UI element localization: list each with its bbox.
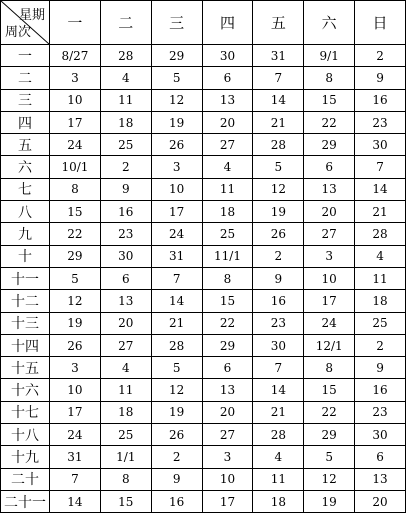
date-cell: 28 (253, 424, 304, 446)
date-cell: 4 (202, 156, 253, 178)
date-cell: 11 (253, 468, 304, 490)
table-row (1, 424, 406, 446)
date-cell: 15 (50, 201, 101, 223)
week-number-cell: 十三 (1, 312, 50, 334)
date-cell: 14 (50, 490, 101, 512)
date-cell: 9 (253, 267, 304, 289)
date-cell: 4 (100, 357, 151, 379)
week-number-cell: 十七 (1, 401, 50, 423)
date-cell: 12 (50, 290, 101, 312)
date-cell: 2 (355, 334, 406, 356)
table-row (1, 223, 406, 245)
date-cell: 29 (202, 334, 253, 356)
date-cell: 13 (202, 89, 253, 111)
date-cell: 6 (202, 357, 253, 379)
date-cell: 16 (151, 490, 202, 512)
date-cell: 19 (50, 312, 101, 334)
date-cell: 3 (304, 245, 355, 267)
date-cell: 10 (202, 468, 253, 490)
date-cell: 12 (151, 89, 202, 111)
week-number-cell: 六 (1, 156, 50, 178)
date-cell: 21 (253, 111, 304, 133)
date-cell: 7 (355, 156, 406, 178)
date-cell: 30 (355, 424, 406, 446)
date-cell: 20 (202, 401, 253, 423)
header-row (1, 1, 406, 45)
date-cell: 17 (202, 490, 253, 512)
date-cell: 26 (253, 223, 304, 245)
date-cell: 5 (151, 357, 202, 379)
date-cell: 18 (100, 401, 151, 423)
date-cell: 9 (151, 468, 202, 490)
date-cell: 16 (355, 89, 406, 111)
date-cell: 30 (100, 245, 151, 267)
corner-label-weekday: 星期 (18, 8, 45, 23)
weekday-header-tue: 二 (100, 1, 151, 45)
date-cell: 8 (304, 357, 355, 379)
date-cell: 14 (253, 379, 304, 401)
date-cell: 6 (304, 156, 355, 178)
date-cell: 8 (100, 468, 151, 490)
date-cell: 15 (304, 379, 355, 401)
week-number-cell: 八 (1, 201, 50, 223)
date-cell: 21 (253, 401, 304, 423)
date-cell: 29 (151, 45, 202, 67)
date-cell: 17 (50, 111, 101, 133)
date-cell: 3 (50, 357, 101, 379)
corner-header-cell (1, 1, 50, 45)
date-cell: 22 (50, 223, 101, 245)
date-cell: 3 (151, 156, 202, 178)
date-cell: 2 (100, 156, 151, 178)
week-number-cell: 二 (1, 67, 50, 89)
date-cell: 19 (151, 111, 202, 133)
date-cell: 23 (355, 401, 406, 423)
date-cell: 25 (202, 223, 253, 245)
table-row (1, 334, 406, 356)
date-cell: 18 (100, 111, 151, 133)
date-cell: 19 (304, 490, 355, 512)
week-number-cell: 五 (1, 134, 50, 156)
date-cell: 7 (253, 357, 304, 379)
table-row (1, 45, 406, 67)
date-cell: 5 (304, 446, 355, 468)
week-number-cell: 十八 (1, 424, 50, 446)
date-cell: 22 (304, 111, 355, 133)
date-cell: 15 (202, 290, 253, 312)
date-cell: 10 (304, 267, 355, 289)
date-cell: 20 (355, 490, 406, 512)
date-cell: 20 (304, 201, 355, 223)
table-row (1, 312, 406, 334)
corner-label-week: 周次 (5, 25, 32, 40)
date-cell: 4 (100, 67, 151, 89)
date-cell: 13 (304, 178, 355, 200)
date-cell: 16 (100, 201, 151, 223)
date-cell: 19 (253, 201, 304, 223)
date-cell: 23 (100, 223, 151, 245)
date-cell: 12/1 (304, 334, 355, 356)
date-cell: 7 (50, 468, 101, 490)
date-cell: 30 (355, 134, 406, 156)
date-cell: 27 (202, 134, 253, 156)
date-cell: 2 (355, 45, 406, 67)
date-cell: 27 (304, 223, 355, 245)
date-cell: 26 (151, 424, 202, 446)
table-row (1, 201, 406, 223)
date-cell: 13 (355, 468, 406, 490)
weekday-header-wed: 三 (151, 1, 202, 45)
date-cell: 29 (304, 134, 355, 156)
table-row (1, 446, 406, 468)
weekday-header-thu: 四 (202, 1, 253, 45)
week-number-cell: 一 (1, 45, 50, 67)
date-cell: 30 (202, 45, 253, 67)
date-cell: 20 (202, 111, 253, 133)
date-cell: 9 (355, 67, 406, 89)
date-cell: 25 (355, 312, 406, 334)
table-row (1, 468, 406, 490)
weekday-header-sat: 六 (304, 1, 355, 45)
date-cell: 22 (304, 401, 355, 423)
date-cell: 7 (151, 267, 202, 289)
week-number-cell: 二十一 (1, 490, 50, 512)
date-cell: 11 (100, 379, 151, 401)
date-cell: 2 (253, 245, 304, 267)
week-number-cell: 十二 (1, 290, 50, 312)
date-cell: 21 (151, 312, 202, 334)
weekday-header-sun: 日 (355, 1, 406, 45)
date-cell: 31 (253, 45, 304, 67)
date-cell: 9 (100, 178, 151, 200)
date-cell: 13 (100, 290, 151, 312)
table-row (1, 134, 406, 156)
date-cell: 28 (253, 134, 304, 156)
date-cell: 26 (50, 334, 101, 356)
date-cell: 17 (151, 201, 202, 223)
date-cell: 16 (355, 379, 406, 401)
table-row (1, 490, 406, 512)
table-row (1, 89, 406, 111)
date-cell: 24 (50, 134, 101, 156)
date-cell: 9/1 (304, 45, 355, 67)
date-cell: 28 (100, 45, 151, 67)
date-cell: 18 (253, 490, 304, 512)
table-row (1, 178, 406, 200)
date-cell: 30 (253, 334, 304, 356)
date-cell: 11 (355, 267, 406, 289)
date-cell: 14 (151, 290, 202, 312)
date-cell: 11 (202, 178, 253, 200)
date-cell: 11 (100, 89, 151, 111)
date-cell: 3 (202, 446, 253, 468)
date-cell: 24 (151, 223, 202, 245)
date-cell: 25 (100, 424, 151, 446)
date-cell: 14 (355, 178, 406, 200)
date-cell: 26 (151, 134, 202, 156)
date-cell: 14 (253, 89, 304, 111)
week-number-cell: 四 (1, 111, 50, 133)
date-cell: 4 (253, 446, 304, 468)
date-cell: 9 (355, 357, 406, 379)
date-cell: 27 (100, 334, 151, 356)
week-number-cell: 九 (1, 223, 50, 245)
table-row (1, 401, 406, 423)
date-cell: 31 (50, 446, 101, 468)
date-cell: 6 (100, 267, 151, 289)
table-row (1, 267, 406, 289)
date-cell: 8 (50, 178, 101, 200)
week-number-cell: 十五 (1, 357, 50, 379)
date-cell: 23 (253, 312, 304, 334)
date-cell: 15 (100, 490, 151, 512)
table-row (1, 357, 406, 379)
date-cell: 27 (202, 424, 253, 446)
calendar-body (1, 45, 406, 513)
date-cell: 12 (304, 468, 355, 490)
week-number-cell: 七 (1, 178, 50, 200)
date-cell: 5 (253, 156, 304, 178)
table-row (1, 156, 406, 178)
date-cell: 13 (202, 379, 253, 401)
date-cell: 11/1 (202, 245, 253, 267)
date-cell: 12 (253, 178, 304, 200)
date-cell: 4 (355, 245, 406, 267)
date-cell: 8 (202, 267, 253, 289)
date-cell: 5 (151, 67, 202, 89)
date-cell: 23 (355, 111, 406, 133)
date-cell: 1/1 (100, 446, 151, 468)
date-cell: 8 (304, 67, 355, 89)
date-cell: 7 (253, 67, 304, 89)
date-cell: 24 (50, 424, 101, 446)
table-row (1, 111, 406, 133)
table-row (1, 379, 406, 401)
weekday-header-fri: 五 (253, 1, 304, 45)
date-cell: 18 (355, 290, 406, 312)
date-cell: 10/1 (50, 156, 101, 178)
week-number-cell: 二十 (1, 468, 50, 490)
date-cell: 12 (151, 379, 202, 401)
date-cell: 20 (100, 312, 151, 334)
date-cell: 8/27 (50, 45, 101, 67)
date-cell: 28 (151, 334, 202, 356)
weekday-header-mon: 一 (50, 1, 101, 45)
week-number-cell: 十九 (1, 446, 50, 468)
week-number-cell: 十六 (1, 379, 50, 401)
date-cell: 16 (253, 290, 304, 312)
date-cell: 31 (151, 245, 202, 267)
date-cell: 29 (304, 424, 355, 446)
week-number-cell: 三 (1, 89, 50, 111)
date-cell: 21 (355, 201, 406, 223)
date-cell: 17 (50, 401, 101, 423)
date-cell: 2 (151, 446, 202, 468)
week-number-cell: 十 (1, 245, 50, 267)
date-cell: 10 (151, 178, 202, 200)
date-cell: 24 (304, 312, 355, 334)
date-cell: 6 (355, 446, 406, 468)
date-cell: 3 (50, 67, 101, 89)
date-cell: 15 (304, 89, 355, 111)
date-cell: 28 (355, 223, 406, 245)
table-row (1, 67, 406, 89)
date-cell: 18 (202, 201, 253, 223)
date-cell: 29 (50, 245, 101, 267)
week-number-cell: 十一 (1, 267, 50, 289)
date-cell: 10 (50, 379, 101, 401)
date-cell: 22 (202, 312, 253, 334)
date-cell: 19 (151, 401, 202, 423)
date-cell: 10 (50, 89, 101, 111)
date-cell: 5 (50, 267, 101, 289)
table-row (1, 290, 406, 312)
table-row (1, 245, 406, 267)
date-cell: 17 (304, 290, 355, 312)
week-number-cell: 十四 (1, 334, 50, 356)
date-cell: 25 (100, 134, 151, 156)
date-cell: 6 (202, 67, 253, 89)
